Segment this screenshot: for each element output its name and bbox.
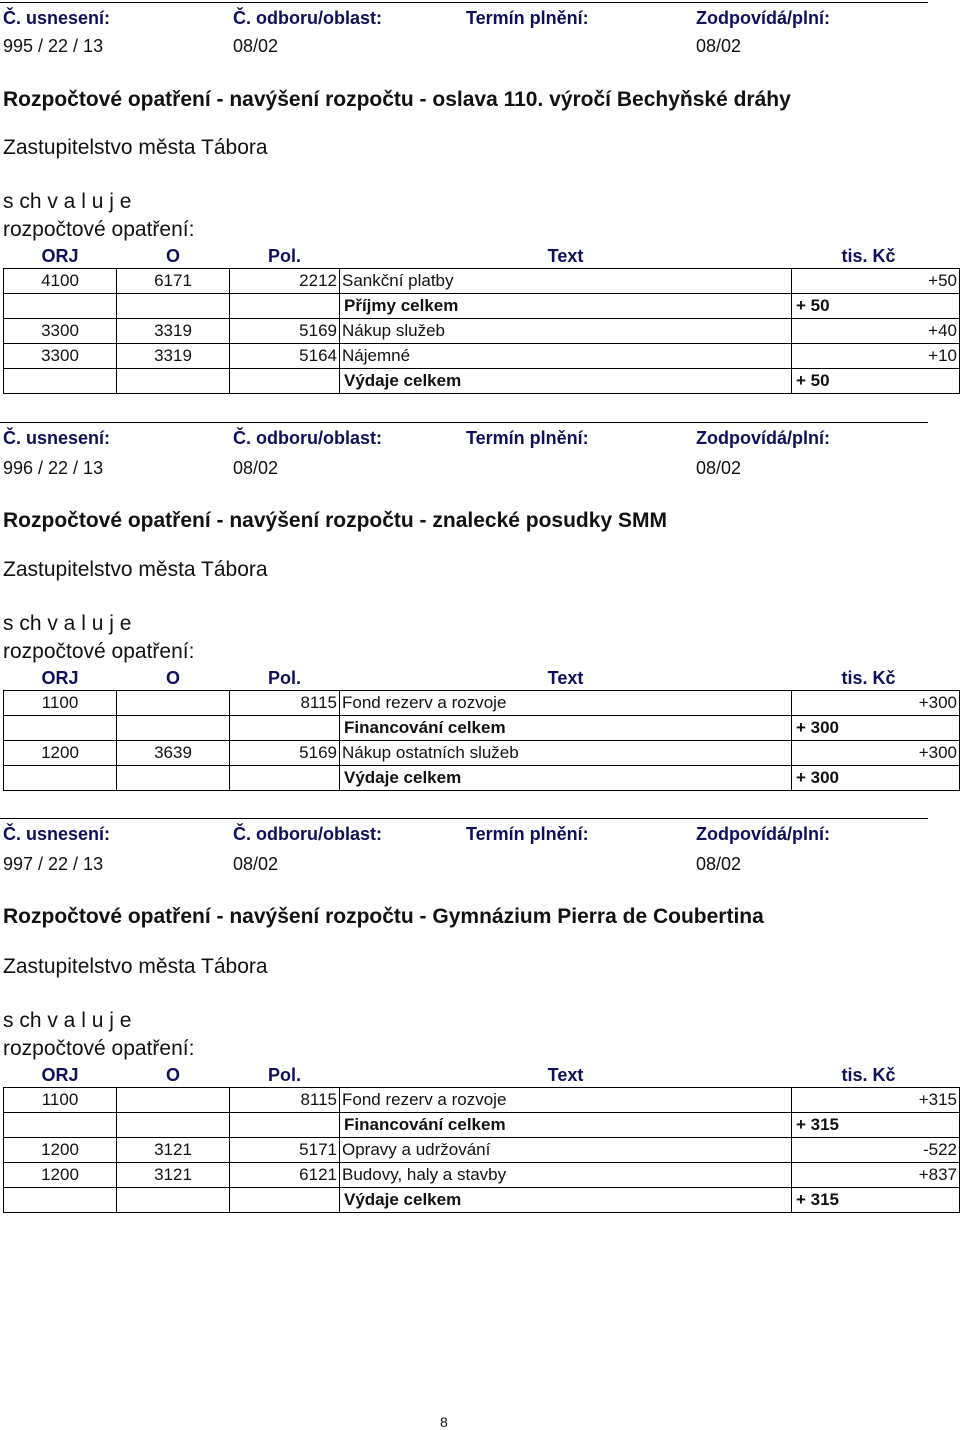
total-value: + 315 <box>792 1113 960 1138</box>
total-label: Příjmy celkem <box>340 294 792 319</box>
total-label: Financování celkem <box>340 1113 792 1138</box>
col-termin-label: Termín plnění: <box>466 428 589 448</box>
zodpovida-value: 08/02 <box>696 458 742 478</box>
total-value: + 50 <box>792 369 960 394</box>
cell-o: 3121 <box>117 1163 230 1188</box>
table-row-total <box>4 766 960 791</box>
header-orj: ORJ <box>4 666 117 691</box>
page-number: 8 <box>440 1414 448 1430</box>
total-value: + 300 <box>792 716 960 741</box>
cell-o: 3121 <box>117 1138 230 1163</box>
budget-table <box>3 666 960 791</box>
total-value: + 315 <box>792 1188 960 1213</box>
header-o: O <box>117 244 230 269</box>
cell-orj: 1200 <box>4 1163 117 1188</box>
header-pol: Pol. <box>230 666 340 691</box>
cell-text: Sankční platby <box>340 269 792 294</box>
section-rule <box>0 818 928 819</box>
table-row-total <box>4 1113 960 1138</box>
cell-o: 3639 <box>117 741 230 766</box>
cell-pol: 2212 <box>230 269 340 294</box>
cell-amount: +315 <box>792 1088 960 1113</box>
table-row <box>4 269 960 294</box>
header-pol: Pol. <box>230 244 340 269</box>
cell-amount: +837 <box>792 1163 960 1188</box>
total-label: Financování celkem <box>340 716 792 741</box>
cell-amount: +300 <box>792 741 960 766</box>
cell-pol: 5169 <box>230 741 340 766</box>
cell-pol: 5171 <box>230 1138 340 1163</box>
budget-measure-label: rozpočtové opatření: <box>3 1037 195 1060</box>
cell-o: 3319 <box>117 344 230 369</box>
total-label: Výdaje celkem <box>340 766 792 791</box>
table-row <box>4 691 960 716</box>
cell-amount: +40 <box>792 319 960 344</box>
odbor-value: 08/02 <box>233 36 279 56</box>
header-o: O <box>117 666 230 691</box>
cell-text: Nákup ostatních služeb <box>340 741 792 766</box>
section-rule <box>0 2 928 3</box>
col-usneseni-label: Č. usnesení: <box>3 428 111 448</box>
table-row <box>4 319 960 344</box>
table-row <box>4 1088 960 1113</box>
header-text: Text <box>340 1063 792 1088</box>
table-row-total <box>4 369 960 394</box>
cell-amount: -522 <box>792 1138 960 1163</box>
total-value: + 50 <box>792 294 960 319</box>
cell-orj: 3300 <box>4 319 117 344</box>
usneseni-number: 996 / 22 / 13 <box>3 458 104 478</box>
cell-orj: 1200 <box>4 1138 117 1163</box>
col-termin-label: Termín plnění: <box>466 824 589 844</box>
cell-amount: +50 <box>792 269 960 294</box>
budget-table <box>3 1063 960 1213</box>
col-odbor-label: Č. odboru/oblast: <box>233 824 382 844</box>
cell-orj: 1100 <box>4 691 117 716</box>
cell-pol: 5169 <box>230 319 340 344</box>
header-amount: tis. Kč <box>792 666 960 691</box>
cell-text: Fond rezerv a rozvoje <box>340 691 792 716</box>
usneseni-number: 995 / 22 / 13 <box>3 36 104 56</box>
usneseni-number: 997 / 22 / 13 <box>3 854 104 874</box>
cell-orj: 4100 <box>4 269 117 294</box>
section-rule <box>0 422 928 423</box>
resolution-title: Rozpočtové opatření - navýšení rozpočtu - oslava 110. výročí Bechyňské dráhy <box>3 88 791 111</box>
cell-orj: 1200 <box>4 741 117 766</box>
cell-text: Nákup služeb <box>340 319 792 344</box>
cell-text: Budovy, haly a stavby <box>340 1163 792 1188</box>
zodpovida-value: 08/02 <box>696 854 742 874</box>
cell-text: Opravy a udržování <box>340 1138 792 1163</box>
table-row <box>4 1138 960 1163</box>
budget-table <box>3 244 960 394</box>
cell-text: Fond rezerv a rozvoje <box>340 1088 792 1113</box>
header-text: Text <box>340 244 792 269</box>
cell-o: 3319 <box>117 319 230 344</box>
budget-measure-label: rozpočtové opatření: <box>3 640 195 663</box>
cell-pol: 8115 <box>230 1088 340 1113</box>
approves-text: s ch v a l u j e <box>3 190 132 213</box>
resolution-title: Rozpočtové opatření - navýšení rozpočtu - Gymnázium Pierra de Coubertina <box>3 905 764 928</box>
table-row-total <box>4 716 960 741</box>
budget-measure-label: rozpočtové opatření: <box>3 218 195 241</box>
header-o: O <box>117 1063 230 1088</box>
cell-amount: +300 <box>792 691 960 716</box>
total-label: Výdaje celkem <box>340 369 792 394</box>
col-termin-label: Termín plnění: <box>466 8 589 28</box>
council-name: Zastupitelstvo města Tábora <box>3 136 268 159</box>
header-orj: ORJ <box>4 1063 117 1088</box>
odbor-value: 08/02 <box>233 854 279 874</box>
cell-o: 6171 <box>117 269 230 294</box>
col-usneseni-label: Č. usnesení: <box>3 824 111 844</box>
col-odbor-label: Č. odboru/oblast: <box>233 8 382 28</box>
table-row <box>4 344 960 369</box>
col-zodpovida-label: Zodpovídá/plní: <box>696 824 830 844</box>
header-pol: Pol. <box>230 1063 340 1088</box>
cell-pol: 8115 <box>230 691 340 716</box>
table-row-total <box>4 1188 960 1213</box>
cell-o <box>117 1088 230 1113</box>
table-row <box>4 1163 960 1188</box>
zodpovida-value: 08/02 <box>696 36 742 56</box>
total-label: Výdaje celkem <box>340 1188 792 1213</box>
odbor-value: 08/02 <box>233 458 279 478</box>
budget-table-header <box>4 666 960 691</box>
budget-table-header <box>4 1063 960 1088</box>
cell-o <box>117 691 230 716</box>
cell-amount: +10 <box>792 344 960 369</box>
resolution-title: Rozpočtové opatření - navýšení rozpočtu - znalecké posudky SMM <box>3 509 667 532</box>
header-amount: tis. Kč <box>792 244 960 269</box>
cell-pol: 6121 <box>230 1163 340 1188</box>
col-odbor-label: Č. odboru/oblast: <box>233 428 382 448</box>
header-orj: ORJ <box>4 244 117 269</box>
col-zodpovida-label: Zodpovídá/plní: <box>696 8 830 28</box>
total-value: + 300 <box>792 766 960 791</box>
cell-orj: 1100 <box>4 1088 117 1113</box>
header-amount: tis. Kč <box>792 1063 960 1088</box>
council-name: Zastupitelstvo města Tábora <box>3 558 268 581</box>
council-name: Zastupitelstvo města Tábora <box>3 955 268 978</box>
approves-text: s ch v a l u j e <box>3 1009 132 1032</box>
approves-text: s ch v a l u j e <box>3 612 132 635</box>
table-row <box>4 741 960 766</box>
cell-orj: 3300 <box>4 344 117 369</box>
cell-pol: 5164 <box>230 344 340 369</box>
col-zodpovida-label: Zodpovídá/plní: <box>696 428 830 448</box>
budget-table-header <box>4 244 960 269</box>
header-text: Text <box>340 666 792 691</box>
table-row-total <box>4 294 960 319</box>
col-usneseni-label: Č. usnesení: <box>3 8 111 28</box>
cell-text: Nájemné <box>340 344 792 369</box>
